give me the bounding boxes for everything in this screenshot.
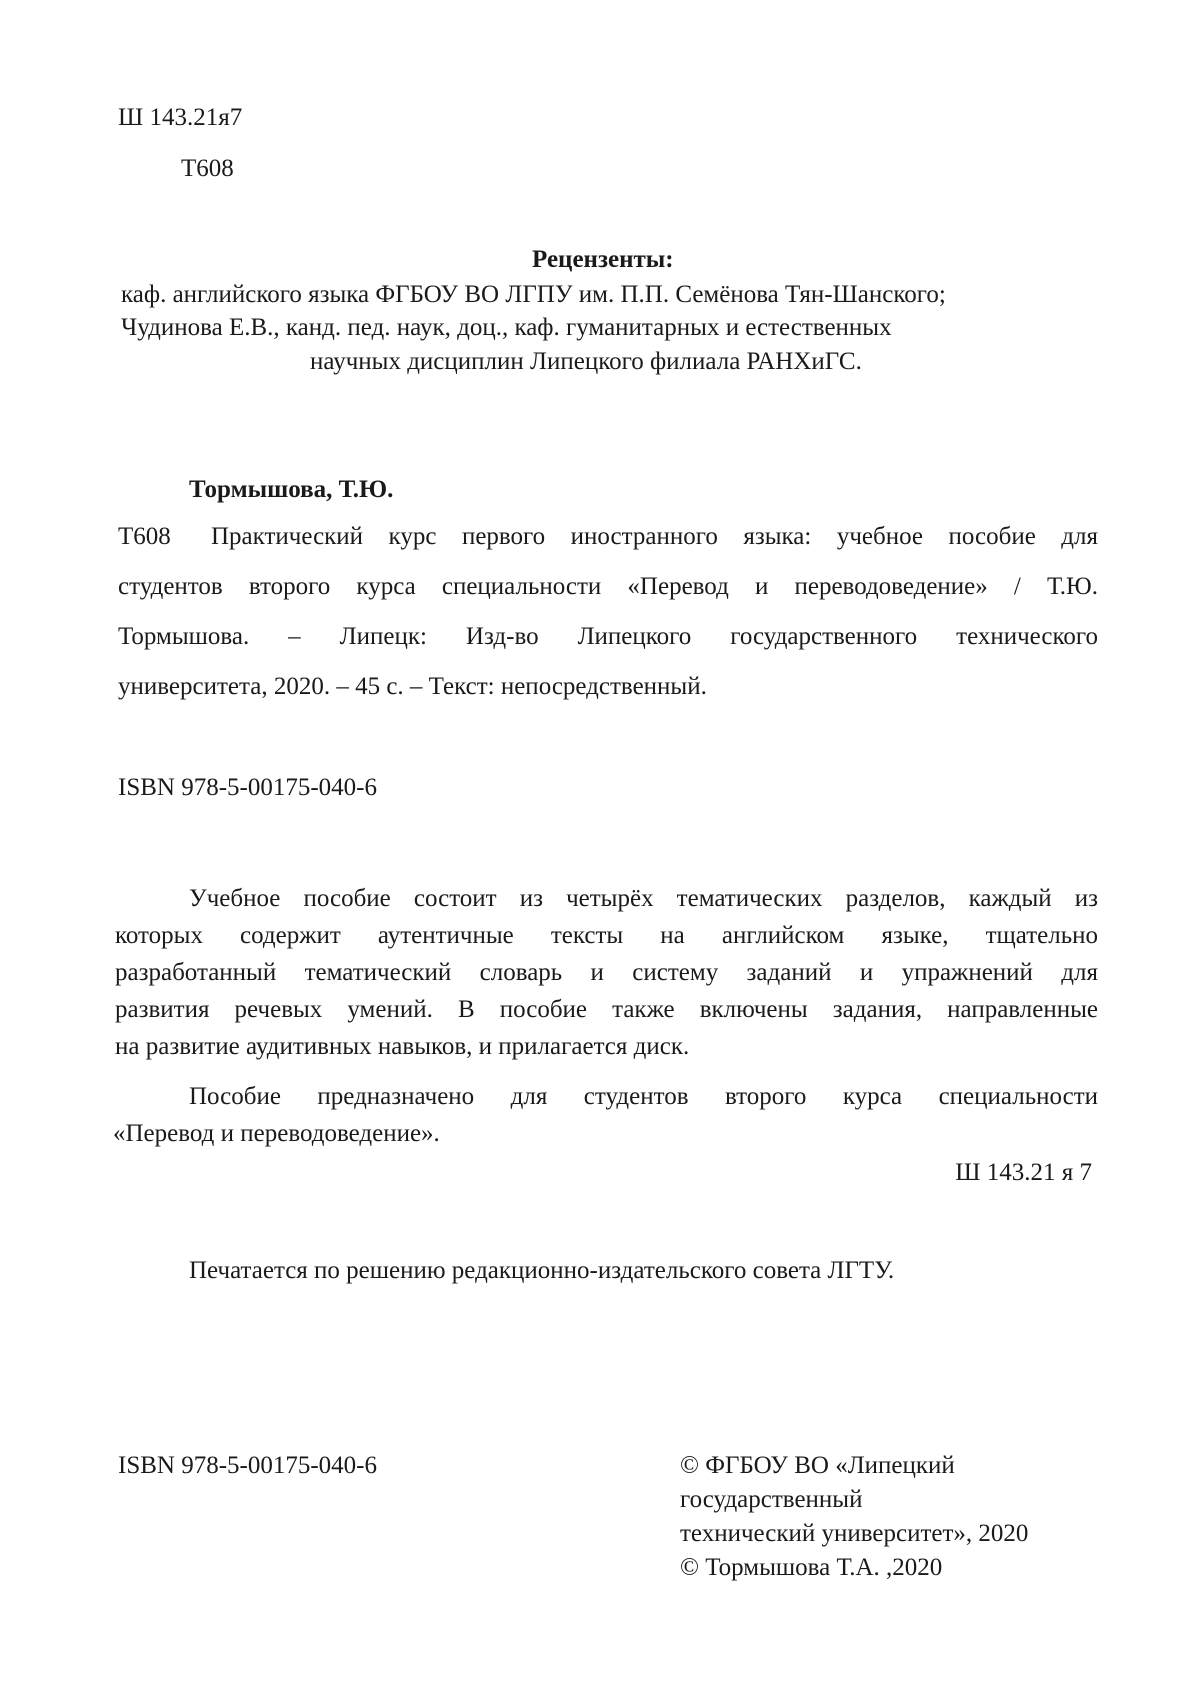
bibliographic-line-3: Тормышова. – Липецк: Изд-во Липецкого государственного технического bbox=[118, 623, 1098, 650]
copyright-line: технический университет», 2020 bbox=[680, 1520, 1029, 1547]
annotation-line: Пособие предназначено для студентов второго курса специальности bbox=[189, 1083, 1098, 1110]
copyright-line: © Тормышова Т.А. ,2020 bbox=[680, 1554, 943, 1581]
bibliographic-line-2: студентов второго курса специальности «Перевод и переводоведение» / Т.Ю. bbox=[118, 573, 1098, 600]
bibliographic-line-4: университета, 2020. – 45 с. – Текст: непосредственный. bbox=[118, 673, 707, 700]
annotation-line: Учебное пособие состоит из четырёх тематических разделов, каждый из bbox=[189, 885, 1098, 912]
reviewers-title: Рецензенты: bbox=[532, 246, 674, 273]
book-author: Тормышова, Т.Ю. bbox=[189, 476, 394, 503]
reviewers-line-2: Чудинова Е.В., канд. пед. наук, доц., каф. гуманитарных и естественных bbox=[121, 314, 892, 341]
annotation-classification: Ш 143.21 я 7 bbox=[955, 1159, 1092, 1186]
approval-note: Печатается по решению редакционно-издательского совета ЛГТУ. bbox=[189, 1257, 895, 1284]
classification-code: Ш 143.21я7 bbox=[118, 104, 243, 131]
copyright-line: © ФГБОУ ВО «Липецкий bbox=[680, 1452, 955, 1479]
isbn-footer: ISBN 978-5-00175-040-6 bbox=[118, 1452, 378, 1479]
annotation-line: «Перевод и переводоведение». bbox=[113, 1120, 440, 1147]
bibliographic-line-1: Практический курс первого иностранного языка: учебное пособие для bbox=[211, 523, 1098, 550]
reviewers-line-3: научных дисциплин Липецкого филиала РАНХиГС. bbox=[310, 348, 862, 375]
annotation-line: на развитие аудитивных навыков, и прилагается диск. bbox=[115, 1033, 690, 1060]
annotation-line: которых содержит аутентичные тексты на английском языке, тщательно bbox=[115, 922, 1098, 949]
bibliographic-mark: Т608 bbox=[118, 523, 171, 550]
annotation-line: развития речевых умений. В пособие также включены задания, направленные bbox=[115, 996, 1098, 1023]
isbn-top: ISBN 978-5-00175-040-6 bbox=[118, 774, 378, 801]
reviewers-line-1: каф. английского языка ФГБОУ ВО ЛГПУ им. П.П. Семёнова Тян-Шанского; bbox=[121, 281, 946, 308]
author-mark: Т608 bbox=[181, 155, 234, 182]
annotation-line: разработанный тематический словарь и систему заданий и упражнений для bbox=[115, 959, 1098, 986]
copyright-line: государственный bbox=[680, 1486, 863, 1513]
